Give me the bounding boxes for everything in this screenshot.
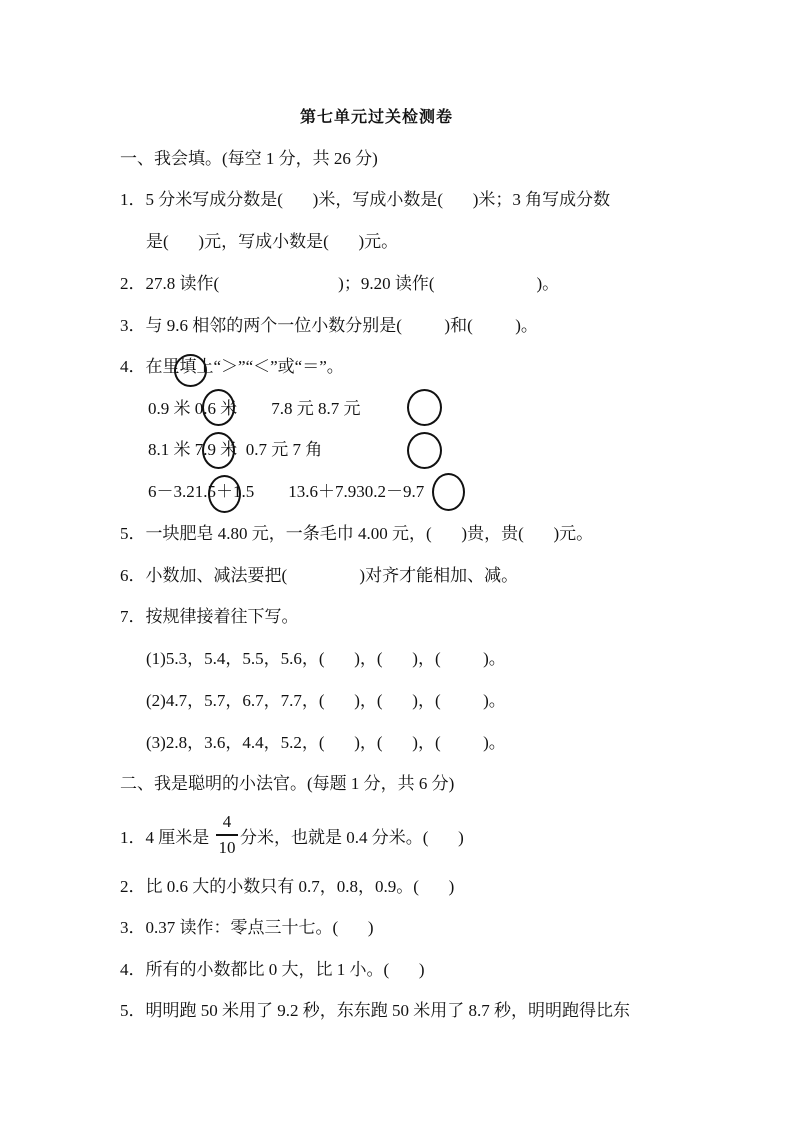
section2-heading: 二、我是聪明的小法官。(每题 1 分，共 6 分)	[120, 774, 455, 793]
judge-question-5: 5．明明跑 50 米用了 9.2 秒，东东跑 50 米用了 8.7 秒，明明跑得比东	[120, 1001, 630, 1020]
comparison-circle[interactable]	[202, 432, 235, 469]
page-title: 第七单元过关检测卷	[300, 109, 454, 126]
comparison-circle[interactable]	[202, 389, 235, 426]
section1-heading: 一、我会填。(每空 1 分，共 26 分)	[120, 149, 378, 168]
comparison-circle[interactable]	[174, 354, 207, 387]
question-7-row-3: (3)2.8，3.6，4.4，5.2，( )，( )，( )。	[146, 733, 506, 752]
question-3: 3．与 9.6 相邻的两个一位小数分别是( )和( )。	[120, 316, 538, 335]
comparison-circle[interactable]	[208, 475, 241, 513]
question-1-line2: 是( )元，写成小数是( )元。	[146, 232, 399, 251]
judge-question-4: 4．所有的小数都比 0 大，比 1 小。( )	[120, 960, 425, 979]
question-7: 7．按规律接着往下写。	[120, 607, 299, 626]
fraction	[216, 812, 238, 858]
comparison-circle[interactable]	[407, 432, 442, 469]
fraction-denominator: 10	[218, 838, 236, 857]
judge-question-1-suffix: 分米，也就是 0.4 分米。( )	[240, 828, 464, 847]
question-1-line1: 1．5 分米写成分数是( )米，写成小数是( )米；3 角写成分数	[120, 190, 611, 209]
judge-question-1-prefix: 1．4 厘米是	[120, 828, 210, 847]
judge-question-2: 2．比 0.6 大的小数只有 0.7，0.8，0.9。( )	[120, 877, 455, 896]
question-2: 2．27.8 读作( )；9.20 读作( )。	[120, 274, 560, 293]
fraction-numerator: 4	[222, 812, 232, 831]
question-7-row-2: (2)4.7，5.7，6.7，7.7，( )，( )，( )。	[146, 691, 506, 710]
fraction-bar	[216, 834, 238, 836]
question-4-row-2: 8.1 米 7.9 米 0.7 元 7 角	[148, 440, 323, 459]
question-5: 5．一块肥皂 4.80 元，一条毛巾 4.00 元，( )贵，贵( )元。	[120, 524, 594, 543]
question-7-row-1: (1)5.3，5.4，5.5，5.6，( )，( )，( )。	[146, 649, 506, 668]
judge-question-3: 3．0.37 读作：零点三十七。( )	[120, 918, 374, 937]
question-4-row-1: 0.9 米 0.6 米 7.8 元 8.7 元	[148, 399, 361, 418]
comparison-circle[interactable]	[432, 473, 465, 511]
comparison-circle[interactable]	[407, 389, 442, 426]
question-4: 4．在里填上“＞”“＜”或“＝”。	[120, 357, 344, 376]
question-6: 6．小数加、减法要把( )对齐才能相加、减。	[120, 566, 519, 585]
question-4-row-3: 6－3.21.5＋1.5 13.6＋7.930.2－9.7	[148, 482, 425, 501]
